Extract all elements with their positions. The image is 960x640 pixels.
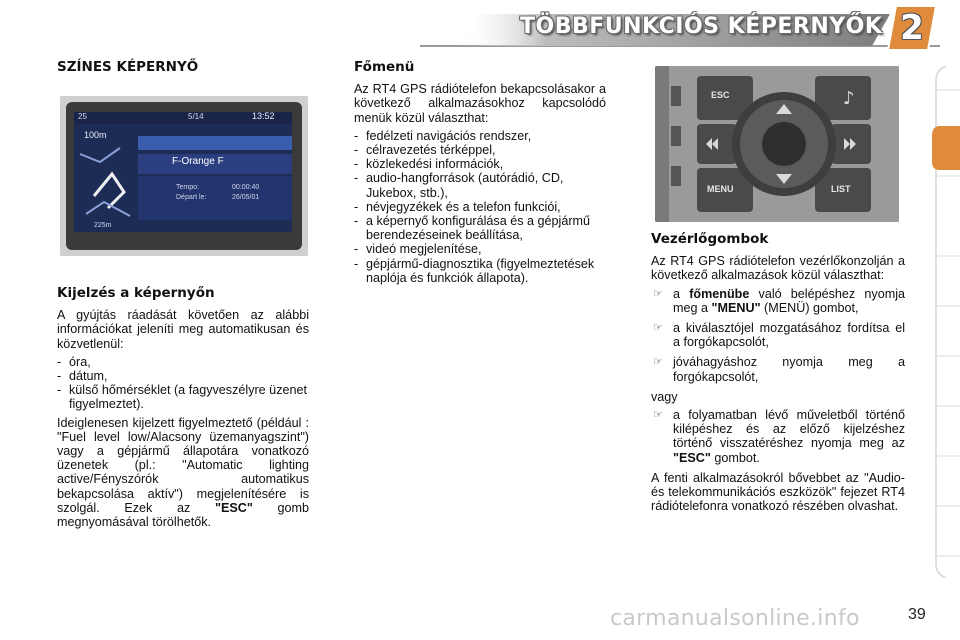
- list-item: - dátum,: [57, 369, 309, 383]
- item-text: gombot.: [710, 450, 760, 465]
- pointing-hand-icon: ☞: [653, 322, 663, 335]
- section-heading-main-menu: Főmenü: [354, 59, 415, 75]
- esc-button-label: "ESC": [673, 450, 711, 465]
- main-menu-label: főmenübe: [689, 286, 750, 301]
- screen-distance: 225m: [94, 222, 112, 229]
- screen-clock: 13:52: [252, 111, 275, 121]
- item-text: (MENÜ) gombot,: [760, 300, 859, 315]
- column-left: [57, 60, 309, 82]
- list-item: - gépjármű-diagnosztika (figyelmeztetések naplója és funkciók állapota).: [354, 257, 606, 285]
- section-heading-display: Kijelzés a képernyőn: [57, 285, 215, 301]
- controls-list-esc: [651, 408, 905, 465]
- screen-station: F-Orange F: [172, 156, 224, 167]
- screen-row1-value: 00:00:40: [232, 184, 260, 191]
- watermark: carmanualsonline.info: [610, 606, 860, 631]
- list-item: - óra,: [57, 355, 309, 369]
- or-text: vagy: [651, 389, 678, 404]
- svg-text:♪: ♪: [843, 88, 855, 109]
- menu-button-label: "MENU": [711, 300, 761, 315]
- display-list: [57, 355, 309, 412]
- chapter-side-tabs: [926, 66, 960, 578]
- list-item: - fedélzeti navigációs rendszer,: [354, 129, 606, 143]
- esc-key-label: ESC: [711, 90, 730, 100]
- control-panel-photo: [655, 66, 899, 222]
- column-right: [651, 232, 905, 517]
- paragraph-text: gomb megnyomásával törölhetők.: [57, 500, 309, 530]
- section-heading-controls: Vezérlőgombok: [651, 231, 769, 247]
- main-menu-list: [354, 129, 606, 285]
- section-heading-color-screen: SZÍNES KÉPERNYŐ: [57, 59, 199, 75]
- controls-closing: A fenti alkalmazásokról bővebbet az "Audio- és telekommunikációs eszközök" fejezet RT4 rádiótelefonra vonatkozó részében olvashat.: [651, 470, 905, 514]
- list-item: - audio-hangforrások (autórádió, CD, Jukebox, stb.),: [354, 171, 606, 199]
- pointing-hand-icon: ☞: [653, 409, 663, 422]
- list-item: - videó megjelenítése,: [354, 242, 606, 256]
- paragraph-text: Ideiglenesen kijelzett figyelmeztető (például : "Fuel level low/Alacsony üzemanyagszint") vagy a gépjármű állapotára vonatkozó üzenetek (pl.: "Automatic lighting active/Fényszórók automatikus bekapcsolása aktív") megjelenítésére is szolgál. Ezek az: [57, 415, 309, 515]
- list-item: - külső hőmérséklet (a fagyveszélyre üzenet figyelmeztet).: [57, 383, 309, 411]
- item-text: jóváhagyáshoz nyomja meg a forgókapcsolót,: [673, 355, 905, 384]
- screen-row1-label: Tempo:: [176, 184, 199, 191]
- menu-key-label: MENU: [707, 184, 734, 194]
- pointing-hand-icon: ☞: [653, 356, 663, 369]
- list-item: [651, 355, 905, 383]
- page-title: TÖBBFUNKCIÓS KÉPERNYŐK: [520, 14, 883, 39]
- list-item: [651, 321, 905, 349]
- display-warning-paragraph: [57, 416, 309, 530]
- display-intro: A gyújtás ráadását követően az alábbi információkat jeleníti meg automatikusan és közvetlenül:: [57, 308, 309, 351]
- controls-intro: Az RT4 GPS rádiótelefon vezérlőkonzolján a következő alkalmazások közül választhat:: [651, 254, 905, 283]
- control-panel-illustration: [655, 66, 899, 222]
- page-number: 39: [908, 606, 926, 623]
- screen-row2-label: Départ le:: [176, 194, 207, 201]
- list-key-label: LIST: [831, 184, 851, 194]
- column-middle: [354, 60, 606, 289]
- list-item: - névjegyzékek és a telefon funkciói,: [354, 200, 606, 214]
- screen-date: 5/14: [188, 112, 204, 121]
- list-item: - közlekedési információk,: [354, 157, 606, 171]
- pointing-hand-icon: ☞: [653, 287, 663, 300]
- list-item: [651, 408, 905, 465]
- list-item: - célravezetés térképpel,: [354, 143, 606, 157]
- screen-row2-value: 26/05/01: [232, 194, 260, 201]
- esc-label: "ESC": [214, 500, 253, 515]
- list-item: - a képernyő konfigurálása és a gépjármű berendezéseinek beállítása,: [354, 214, 606, 242]
- screen-temp: 25: [78, 112, 87, 121]
- main-menu-intro: Az RT4 GPS rádiótelefon bekapcsolásakor a következő alkalmazásokhoz kapcsolódó menük közül választhat:: [354, 82, 606, 125]
- item-text: a kiválasztójel mozgatásához fordítsa el a forgókapcsolót,: [673, 321, 905, 350]
- screen-scale: 100m: [84, 130, 107, 140]
- controls-list: [651, 287, 905, 384]
- item-text: a folyamatban lévő műveletből történő kilépéshez és az előző kijelzéshez történő visszatéréshez nyomja meg az: [673, 408, 905, 451]
- color-screen-photo: [60, 96, 308, 256]
- list-item: [651, 287, 905, 315]
- chapter-number: 2: [900, 8, 924, 48]
- column-left-text: [57, 286, 309, 533]
- item-text: való belépéshez nyomja meg a: [673, 286, 905, 315]
- item-text: a: [673, 286, 690, 301]
